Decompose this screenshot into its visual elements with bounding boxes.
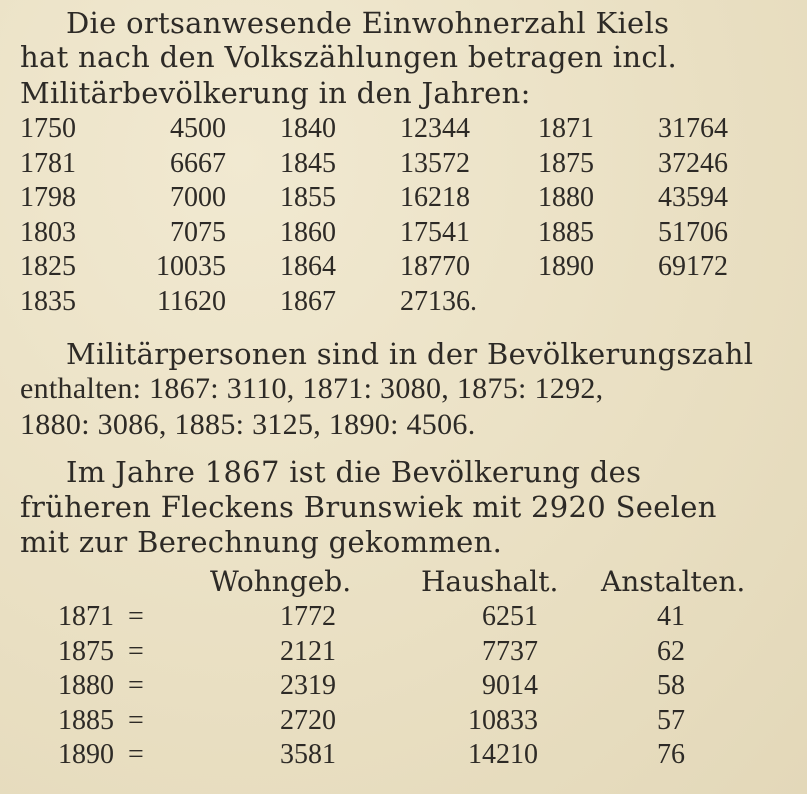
table-row [20, 112, 780, 147]
pop-year: 1885 [538, 216, 594, 248]
military-line-2: enthalten: 1867: 3110, 1871: 3080, 1875: 1292, [20, 372, 604, 405]
population-table [20, 112, 780, 319]
row-equals: = [128, 704, 144, 736]
row-wohngeb: 2720 [280, 704, 336, 736]
pop-count: 4500 [170, 113, 226, 144]
header-anstalten: Anstalten. [601, 565, 746, 598]
brunswiek-line-1: Im Jahre 1867 ist die Bevölkerung des [66, 455, 642, 489]
pop-year: 1875 [538, 147, 594, 179]
table-row [0, 670, 807, 705]
military-line-3: 1880: 3086, 1885: 3125, 1890: 4506. [20, 408, 476, 441]
pop-year: 1890 [538, 251, 594, 282]
pop-count: 17541 [400, 216, 470, 248]
pop-count: 18770 [400, 251, 470, 282]
pop-count: 13572 [400, 147, 470, 179]
pop-count: 10035 [156, 251, 226, 282]
pop-count: 37246 [658, 147, 728, 179]
table-row [0, 705, 807, 740]
pop-count: 27136. [400, 285, 477, 317]
pop-year: 1798 [20, 182, 76, 213]
row-wohngeb: 1772 [280, 601, 336, 632]
row-equals: = [128, 670, 144, 701]
pop-year: 1781 [20, 147, 76, 179]
pop-count: 51706 [658, 216, 728, 248]
intro-line-1: Die ortsanwesende Einwohnerzahl Kiels [66, 6, 670, 40]
pop-count: 69172 [658, 251, 728, 282]
table-row [20, 181, 780, 216]
pop-count: 11620 [157, 285, 226, 317]
row-year: 1885 [58, 704, 114, 736]
row-year: 1890 [58, 739, 114, 770]
pop-count: 43594 [658, 182, 728, 213]
pop-year: 1867 [280, 285, 336, 317]
pop-year: 1750 [20, 113, 76, 144]
row-year: 1880 [58, 670, 114, 701]
table-row [0, 739, 807, 774]
row-wohngeb: 3581 [280, 739, 336, 770]
row-anstalten: 76 [657, 739, 685, 770]
row-wohngeb: 2319 [280, 670, 336, 701]
pop-year: 1860 [280, 216, 336, 248]
households-table [0, 565, 807, 774]
table-row [20, 147, 780, 182]
row-year: 1871 [58, 601, 114, 632]
pop-year: 1840 [280, 113, 336, 144]
pop-year: 1871 [538, 113, 594, 144]
pop-count: 12344 [400, 113, 470, 144]
table-row [20, 250, 780, 285]
pop-year: 1855 [280, 182, 336, 213]
header-wohngeb: Wohngeb. [210, 565, 352, 598]
intro-line-3: Militärbevölkerung in den Jahren: [20, 76, 531, 110]
pop-year: 1864 [280, 251, 336, 282]
row-equals: = [128, 739, 144, 770]
row-equals: = [128, 635, 144, 667]
table-row [0, 636, 807, 671]
row-anstalten: 58 [657, 670, 685, 701]
row-haushalt: 7737 [482, 635, 538, 667]
pop-count: 6667 [170, 147, 226, 179]
row-haushalt: 9014 [482, 670, 538, 701]
row-anstalten: 41 [657, 601, 685, 632]
row-wohngeb: 2121 [280, 635, 336, 667]
table-row [20, 285, 780, 320]
pop-year: 1845 [280, 147, 336, 179]
row-anstalten: 62 [657, 635, 685, 667]
table-row [0, 601, 807, 636]
pop-count: 16218 [400, 182, 470, 213]
pop-count: 31764 [658, 113, 728, 144]
brunswiek-line-3: mit zur Berechnung gekommen. [20, 525, 503, 559]
row-anstalten: 57 [657, 704, 685, 736]
pop-year: 1880 [538, 182, 594, 213]
intro-line-2: hat nach den Volkszählungen betragen incl. [20, 40, 677, 74]
pop-count: 7000 [170, 182, 226, 213]
pop-year: 1803 [20, 216, 76, 248]
pop-year: 1825 [20, 251, 76, 282]
row-haushalt: 14210 [468, 739, 538, 770]
row-haushalt: 6251 [482, 601, 538, 632]
row-year: 1875 [58, 635, 114, 667]
military-line-1: Militärpersonen sind in der Bevölkerungszahl [66, 337, 754, 371]
table-header [0, 565, 807, 601]
row-equals: = [128, 601, 144, 632]
table-row [20, 216, 780, 251]
row-haushalt: 10833 [468, 704, 538, 736]
pop-count: 7075 [170, 216, 226, 248]
brunswiek-line-2: früheren Fleckens Brunswiek mit 2920 Seelen [20, 490, 717, 524]
pop-year: 1835 [20, 285, 76, 317]
header-haushalt: Haushalt. [421, 565, 559, 598]
